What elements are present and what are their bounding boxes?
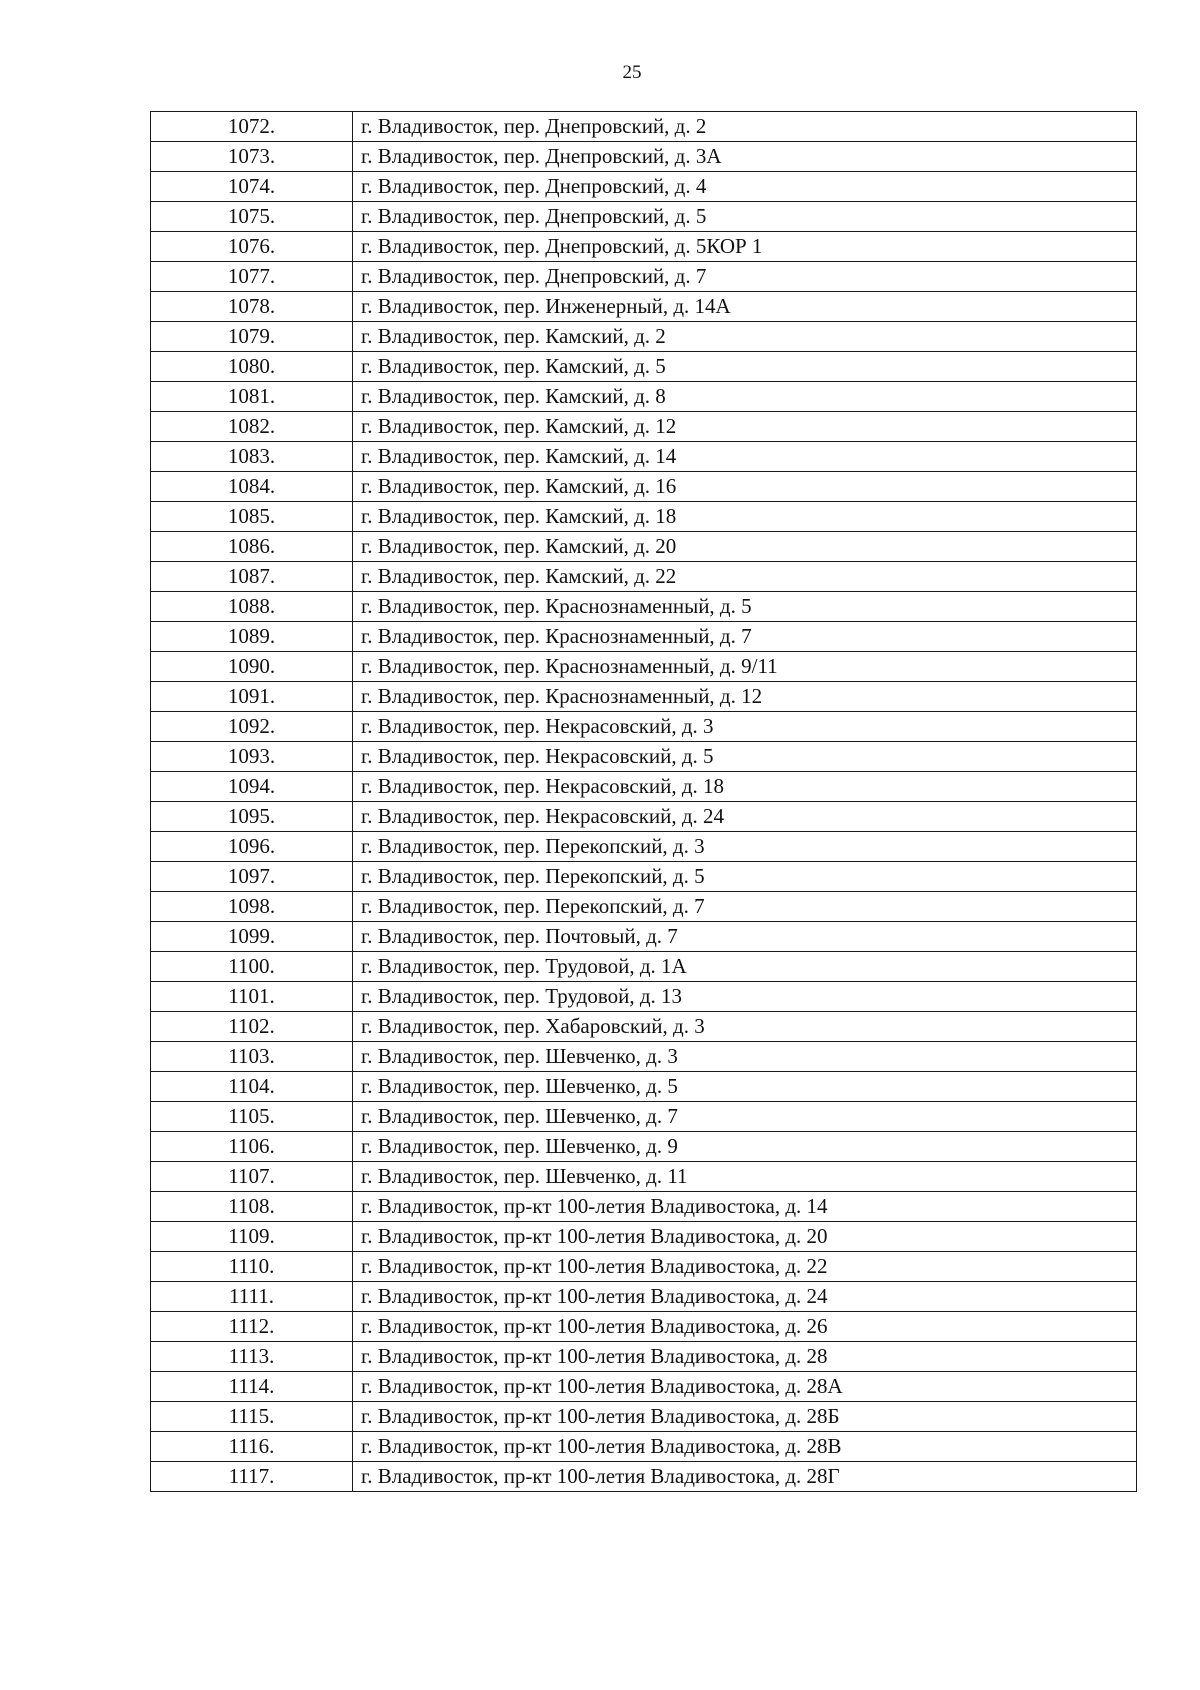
- table-row: [151, 922, 1137, 952]
- address-cell: г. Владивосток, пер. Камский, д. 8: [353, 382, 1137, 412]
- address-cell: г. Владивосток, пр-кт 100-летия Владивостока, д. 28Б: [353, 1402, 1137, 1432]
- address-cell: г. Владивосток, пер. Шевченко, д. 9: [353, 1132, 1137, 1162]
- row-number-cell: 1092.: [151, 712, 353, 742]
- table-row: [151, 1312, 1137, 1342]
- table-row: [151, 502, 1137, 532]
- row-number-cell: 1097.: [151, 862, 353, 892]
- address-cell: г. Владивосток, пер. Краснознаменный, д. 7: [353, 622, 1137, 652]
- table-row: [151, 442, 1137, 472]
- table-row: [151, 322, 1137, 352]
- address-cell: г. Владивосток, пер. Камский, д. 2: [353, 322, 1137, 352]
- row-number-cell: 1095.: [151, 802, 353, 832]
- address-cell: г. Владивосток, пер. Некрасовский, д. 18: [353, 772, 1137, 802]
- address-cell: г. Владивосток, пер. Трудовой, д. 13: [353, 982, 1137, 1012]
- address-cell: г. Владивосток, пр-кт 100-летия Владивостока, д. 26: [353, 1312, 1137, 1342]
- row-number-cell: 1099.: [151, 922, 353, 952]
- address-cell: г. Владивосток, пер. Перекопский, д. 5: [353, 862, 1137, 892]
- row-number-cell: 1081.: [151, 382, 353, 412]
- address-cell: г. Владивосток, пер. Инженерный, д. 14А: [353, 292, 1137, 322]
- row-number-cell: 1104.: [151, 1072, 353, 1102]
- table-row: [151, 802, 1137, 832]
- address-cell: г. Владивосток, пер. Почтовый, д. 7: [353, 922, 1137, 952]
- table-row: [151, 1222, 1137, 1252]
- table-row: [151, 1462, 1137, 1492]
- table-row: [151, 952, 1137, 982]
- page-number: 25: [622, 62, 642, 83]
- table-row: [151, 382, 1137, 412]
- row-number-cell: 1101.: [151, 982, 353, 1012]
- address-cell: г. Владивосток, пер. Шевченко, д. 5: [353, 1072, 1137, 1102]
- table-row: [151, 412, 1137, 442]
- row-number-cell: 1109.: [151, 1222, 353, 1252]
- table-row: [151, 982, 1137, 1012]
- row-number-cell: 1115.: [151, 1402, 353, 1432]
- table-row: [151, 652, 1137, 682]
- address-cell: г. Владивосток, пер. Днепровский, д. 3А: [353, 142, 1137, 172]
- row-number-cell: 1113.: [151, 1342, 353, 1372]
- table-row: [151, 682, 1137, 712]
- table-row: [151, 1012, 1137, 1042]
- table-row: [151, 892, 1137, 922]
- address-cell: г. Владивосток, пер. Камский, д. 5: [353, 352, 1137, 382]
- table-row: [151, 712, 1137, 742]
- table-row: [151, 1042, 1137, 1072]
- table-row: [151, 202, 1137, 232]
- table-row: [151, 1132, 1137, 1162]
- table-row: [151, 1402, 1137, 1432]
- address-cell: г. Владивосток, пер. Краснознаменный, д. 5: [353, 592, 1137, 622]
- row-number-cell: 1088.: [151, 592, 353, 622]
- row-number-cell: 1103.: [151, 1042, 353, 1072]
- table-row: [151, 772, 1137, 802]
- row-number-cell: 1091.: [151, 682, 353, 712]
- address-cell: г. Владивосток, пер. Днепровский, д. 7: [353, 262, 1137, 292]
- address-cell: г. Владивосток, пер. Перекопский, д. 3: [353, 832, 1137, 862]
- table-row: [151, 1432, 1137, 1462]
- row-number-cell: 1094.: [151, 772, 353, 802]
- row-number-cell: 1079.: [151, 322, 353, 352]
- address-cell: г. Владивосток, пер. Днепровский, д. 5КОР 1: [353, 232, 1137, 262]
- row-number-cell: 1102.: [151, 1012, 353, 1042]
- table-row: [151, 832, 1137, 862]
- address-cell: г. Владивосток, пер. Шевченко, д. 7: [353, 1102, 1137, 1132]
- address-cell: г. Владивосток, пер. Камский, д. 20: [353, 532, 1137, 562]
- address-cell: г. Владивосток, пр-кт 100-летия Владивостока, д. 28В: [353, 1432, 1137, 1462]
- address-cell: г. Владивосток, пер. Краснознаменный, д. 12: [353, 682, 1137, 712]
- row-number-cell: 1096.: [151, 832, 353, 862]
- address-cell: г. Владивосток, пр-кт 100-летия Владивостока, д. 14: [353, 1192, 1137, 1222]
- address-table-body: [151, 112, 1137, 1492]
- row-number-cell: 1073.: [151, 142, 353, 172]
- row-number-cell: 1090.: [151, 652, 353, 682]
- table-row: [151, 1162, 1137, 1192]
- table-row: [151, 1192, 1137, 1222]
- table-row: [151, 262, 1137, 292]
- address-cell: г. Владивосток, пер. Трудовой, д. 1А: [353, 952, 1137, 982]
- address-cell: г. Владивосток, пер. Некрасовский, д. 5: [353, 742, 1137, 772]
- table-row: [151, 1252, 1137, 1282]
- row-number-cell: 1108.: [151, 1192, 353, 1222]
- row-number-cell: 1082.: [151, 412, 353, 442]
- address-cell: г. Владивосток, пер. Краснознаменный, д. 9/11: [353, 652, 1137, 682]
- table-row: [151, 532, 1137, 562]
- table-row: [151, 1342, 1137, 1372]
- row-number-cell: 1106.: [151, 1132, 353, 1162]
- table-row: [151, 472, 1137, 502]
- table-row: [151, 1072, 1137, 1102]
- address-cell: г. Владивосток, пер. Хабаровский, д. 3: [353, 1012, 1137, 1042]
- address-cell: г. Владивосток, пер. Днепровский, д. 5: [353, 202, 1137, 232]
- row-number-cell: 1086.: [151, 532, 353, 562]
- address-cell: г. Владивосток, пр-кт 100-летия Владивостока, д. 28А: [353, 1372, 1137, 1402]
- row-number-cell: 1084.: [151, 472, 353, 502]
- row-number-cell: 1074.: [151, 172, 353, 202]
- address-cell: г. Владивосток, пер. Камский, д. 16: [353, 472, 1137, 502]
- row-number-cell: 1076.: [151, 232, 353, 262]
- row-number-cell: 1105.: [151, 1102, 353, 1132]
- table-row: [151, 232, 1137, 262]
- row-number-cell: 1083.: [151, 442, 353, 472]
- table-row: [151, 112, 1137, 142]
- address-cell: г. Владивосток, пр-кт 100-летия Владивостока, д. 28: [353, 1342, 1137, 1372]
- address-cell: г. Владивосток, пер. Некрасовский, д. 3: [353, 712, 1137, 742]
- address-table: [150, 111, 1137, 1492]
- address-cell: г. Владивосток, пр-кт 100-летия Владивостока, д. 24: [353, 1282, 1137, 1312]
- address-cell: г. Владивосток, пер. Днепровский, д. 4: [353, 172, 1137, 202]
- row-number-cell: 1075.: [151, 202, 353, 232]
- address-cell: г. Владивосток, пр-кт 100-летия Владивостока, д. 22: [353, 1252, 1137, 1282]
- row-number-cell: 1116.: [151, 1432, 353, 1462]
- row-number-cell: 1112.: [151, 1312, 353, 1342]
- table-row: [151, 172, 1137, 202]
- row-number-cell: 1080.: [151, 352, 353, 382]
- address-cell: г. Владивосток, пер. Шевченко, д. 3: [353, 1042, 1137, 1072]
- address-cell: г. Владивосток, пер. Перекопский, д. 7: [353, 892, 1137, 922]
- table-row: [151, 352, 1137, 382]
- table-row: [151, 862, 1137, 892]
- table-row: [151, 562, 1137, 592]
- table-row: [151, 1372, 1137, 1402]
- table-row: [151, 292, 1137, 322]
- address-cell: г. Владивосток, пер. Камский, д. 12: [353, 412, 1137, 442]
- address-cell: г. Владивосток, пер. Днепровский, д. 2: [353, 112, 1137, 142]
- row-number-cell: 1100.: [151, 952, 353, 982]
- row-number-cell: 1107.: [151, 1162, 353, 1192]
- row-number-cell: 1085.: [151, 502, 353, 532]
- address-cell: г. Владивосток, пр-кт 100-летия Владивостока, д. 20: [353, 1222, 1137, 1252]
- row-number-cell: 1072.: [151, 112, 353, 142]
- address-cell: г. Владивосток, пер. Камский, д. 22: [353, 562, 1137, 592]
- row-number-cell: 1089.: [151, 622, 353, 652]
- row-number-cell: 1114.: [151, 1372, 353, 1402]
- address-cell: г. Владивосток, пр-кт 100-летия Владивостока, д. 28Г: [353, 1462, 1137, 1492]
- row-number-cell: 1087.: [151, 562, 353, 592]
- table-row: [151, 142, 1137, 172]
- row-number-cell: 1110.: [151, 1252, 353, 1282]
- address-cell: г. Владивосток, пер. Шевченко, д. 11: [353, 1162, 1137, 1192]
- table-row: [151, 622, 1137, 652]
- row-number-cell: 1117.: [151, 1462, 353, 1492]
- address-cell: г. Владивосток, пер. Камский, д. 18: [353, 502, 1137, 532]
- row-number-cell: 1098.: [151, 892, 353, 922]
- row-number-cell: 1078.: [151, 292, 353, 322]
- address-cell: г. Владивосток, пер. Камский, д. 14: [353, 442, 1137, 472]
- row-number-cell: 1111.: [151, 1282, 353, 1312]
- address-cell: г. Владивосток, пер. Некрасовский, д. 24: [353, 802, 1137, 832]
- table-row: [151, 742, 1137, 772]
- row-number-cell: 1093.: [151, 742, 353, 772]
- table-row: [151, 1282, 1137, 1312]
- row-number-cell: 1077.: [151, 262, 353, 292]
- table-row: [151, 592, 1137, 622]
- table-row: [151, 1102, 1137, 1132]
